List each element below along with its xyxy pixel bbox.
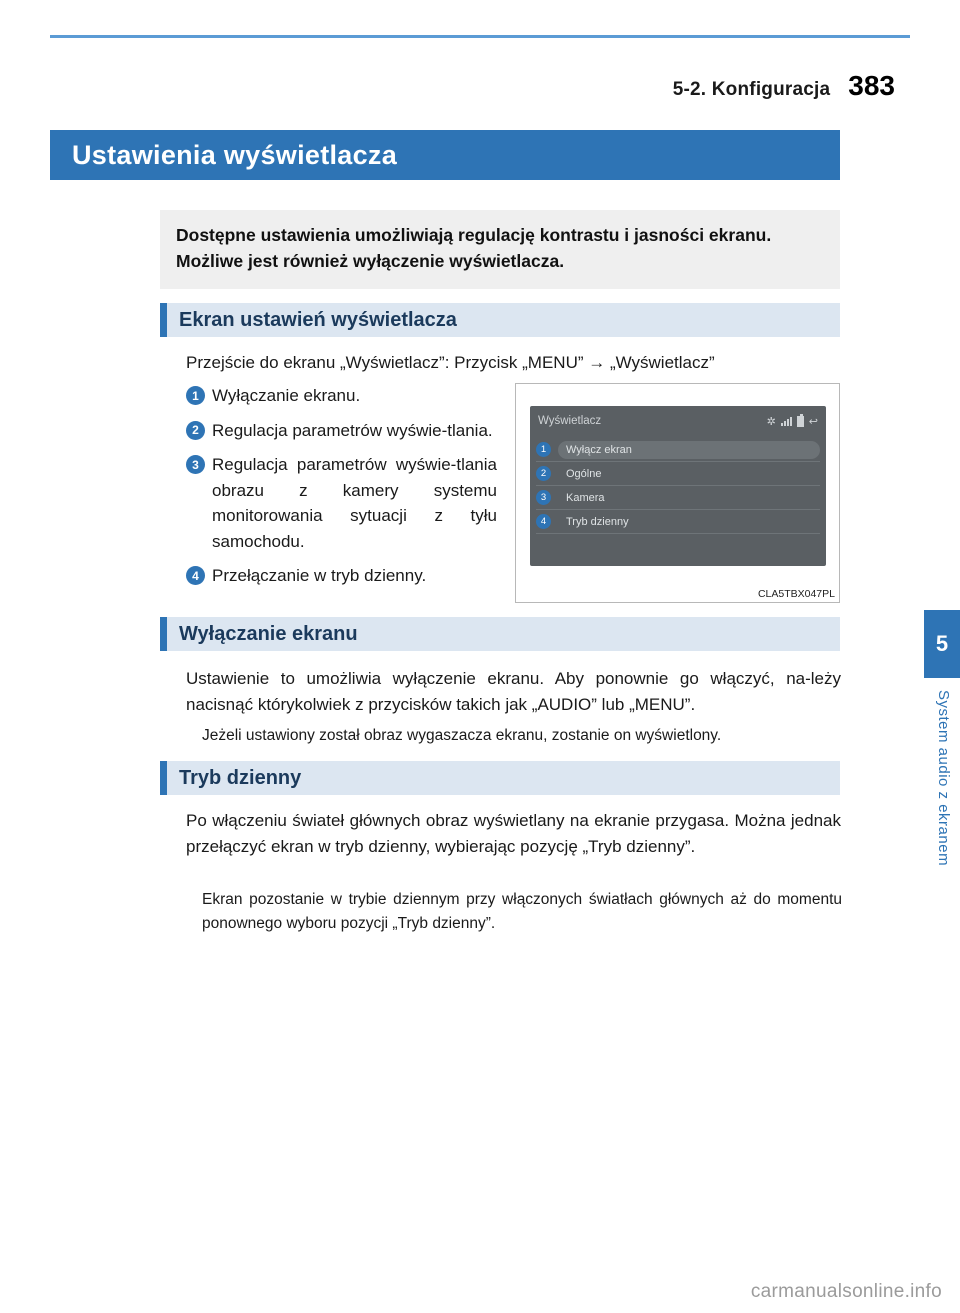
list-item-text: Przełączanie w tryb dzienny.	[212, 566, 427, 585]
list-item	[186, 418, 506, 444]
section2-paragraph: Ustawienie to umożliwia wyłączenie ekranu. Aby ponownie go włączyć, na-leży nacisnąć którykolwiek z przycisków takich jak „AUDIO” lub „MENU”.	[186, 669, 841, 715]
figure-row-badge: 1	[536, 442, 551, 457]
list-item-text: Regulacja parametrów wyświe-tlania obrazu z kamery systemu monitorowania sytuacji z tyłu samochodu.	[212, 455, 497, 551]
figure-row-label: Tryb dzienny	[566, 515, 629, 528]
list-number-badge: 4	[186, 566, 205, 585]
battery-icon	[797, 416, 804, 427]
header-section-title: 5-2. Konfiguracja	[672, 79, 831, 100]
section3-paragraph: Po włączeniu świateł głównych obraz wyświetlany na ekranie przygasa. Można jednak przełączyć ekran w tryb dzienny, wybierając pozycję „Tryb dzienny”.	[186, 811, 841, 857]
figure-menu-rows	[530, 438, 826, 534]
back-icon: ↩	[808, 415, 818, 428]
list-item-text: Regulacja parametrów wyświe-tlania.	[212, 420, 493, 440]
section-heading-display-settings-screen	[160, 303, 840, 337]
figure-screen-topbar	[530, 406, 826, 436]
page-title: Ustawienia wyświetlacza	[72, 139, 398, 170]
signal-icon	[781, 416, 792, 426]
figure-menu-row	[536, 510, 820, 534]
figure-code: CLA5TBX047PL	[757, 588, 835, 600]
list-number-badge: 1	[186, 386, 205, 405]
figure-status-icons	[767, 415, 818, 428]
chapter-number: 5	[935, 631, 949, 656]
display-settings-figure	[515, 383, 840, 603]
figure-row-badge: 3	[536, 490, 551, 505]
page-number: 383	[848, 70, 895, 101]
intro-text: Dostępne ustawienia umożliwiają regulację kontrastu i jasności ekranu. Możliwe jest również wyłączenie wyświetlacza.	[176, 225, 772, 272]
figure-row-label: Ogólne	[566, 467, 602, 480]
intro-box	[160, 210, 840, 289]
list-number-badge: 2	[186, 421, 205, 440]
figure-row-label: Kamera	[566, 491, 605, 504]
section-heading-screen-off	[160, 617, 840, 651]
numbered-list	[186, 383, 506, 598]
bluetooth-icon: ✲	[766, 415, 776, 428]
figure-menu-row	[536, 486, 820, 510]
figure-screen-title: Wyświetlacz	[538, 415, 602, 427]
section1-lead-text: Przejście do ekranu „Wyświetlacz”: Przycisk „MENU” → „Wyświetlacz”	[186, 353, 715, 372]
chapter-label: System audio z ekranem	[935, 690, 952, 867]
footer-watermark: carmanualsonline.info	[750, 1281, 942, 1302]
list-number-badge: 3	[186, 455, 205, 474]
figure-row-badge: 4	[536, 514, 551, 529]
figure-row-badge: 2	[536, 466, 551, 481]
figure-menu-row	[536, 438, 820, 462]
chapter-tab	[924, 610, 960, 678]
figure-row-label: Wyłącz ekran	[558, 441, 820, 459]
figure-menu-row	[536, 462, 820, 486]
page-header	[0, 70, 960, 110]
figure-screen	[530, 406, 826, 566]
header-inner	[673, 70, 895, 102]
list-item	[186, 452, 506, 554]
list-item	[186, 563, 506, 589]
page-title-bar	[50, 130, 840, 180]
section3-note: Ekran pozostanie w trybie dziennym przy włączonych światłach głównych aż do momentu ponownego wyboru pozycji „Tryb dzienny”.	[202, 891, 842, 933]
section-heading-day-mode	[160, 761, 840, 795]
header-divider	[50, 35, 910, 38]
list-item	[186, 383, 506, 409]
section-heading-label: Wyłączanie ekranu	[179, 622, 358, 645]
section2-note: Jeżeli ustawiony został obraz wygaszacza ekranu, zostanie on wyświetlony.	[202, 727, 722, 744]
section-heading-label: Tryb dzienny	[179, 766, 302, 789]
list-item-text: Wyłączanie ekranu.	[212, 386, 361, 405]
section-heading-label: Ekran ustawień wyświetlacza	[179, 308, 457, 331]
